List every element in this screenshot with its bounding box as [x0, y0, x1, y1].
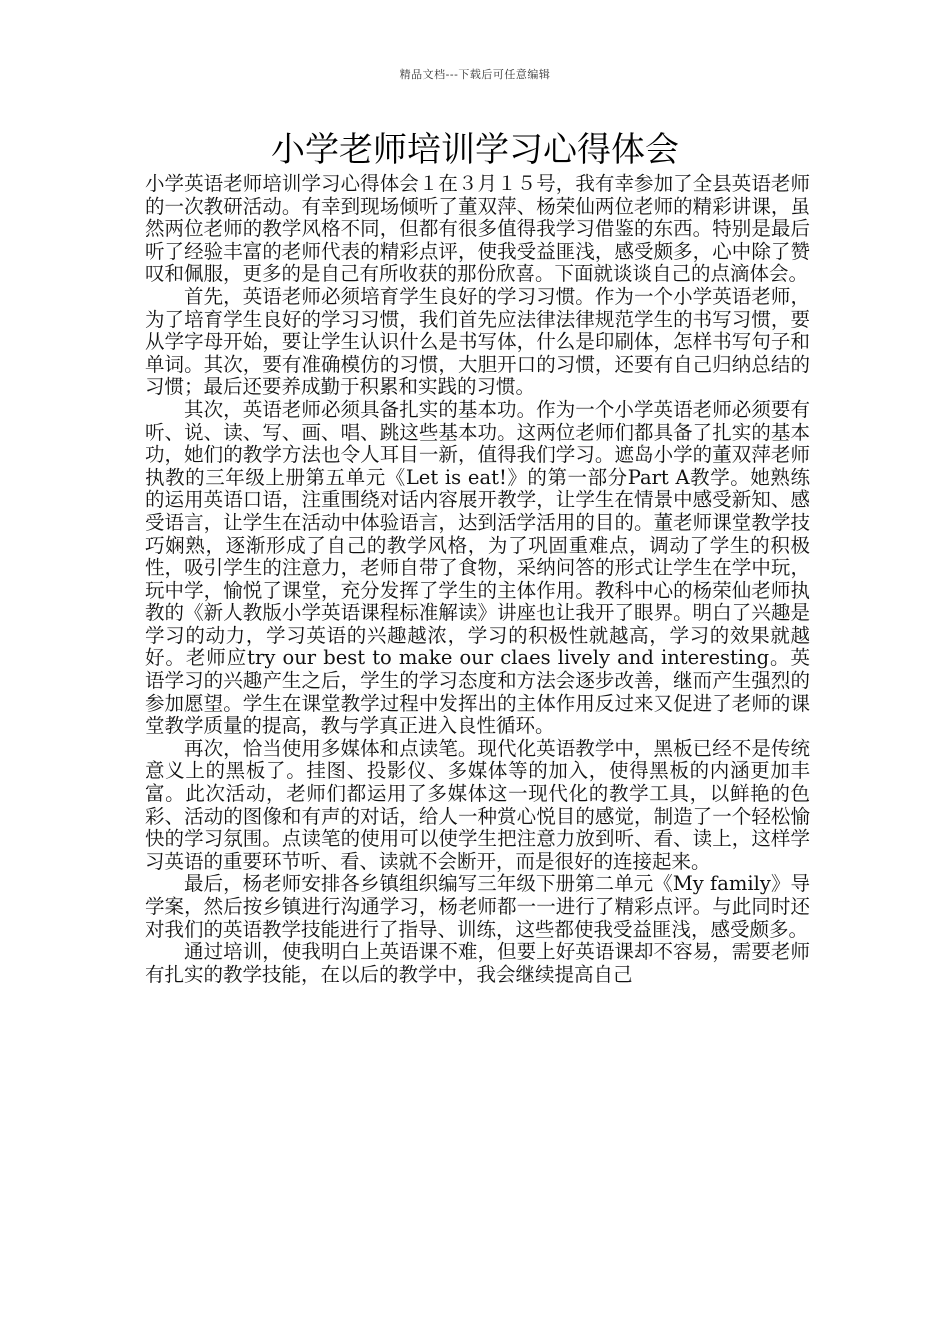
paragraph-study-habits: 首先，英语老师必须培育学生良好的学习习惯。作为一个小学英语老师，为了培育学生良好的学习习惯，我们首先应法律法律规范学生的书写习惯，要从学字母开始，要让学生认识什么是书写体，什么是印刷体，怎样书写句子和单词。其次，要有准确模仿的习惯，大胆开口的习惯，还要有自己归纳总结的习惯；最后还要养成勤于积累和实践的习惯。: [145, 284, 810, 399]
document-title: 小学老师培训学习心得体会: [271, 130, 679, 170]
paragraph-multimedia: 再次，恰当使用多媒体和点读笔。现代化英语教学中，黑板已经不是传统意义上的黑板了。挂图、投影仪、多媒体等的加入，使得黑板的内涵更加丰富。此次活动，老师们都运用了多媒体这一现代化的教学工具，以鲜艳的色彩、活动的图像和有声的对话，给人一种赏心悦目的感觉，制造了一个轻松愉快的学习氛围。点读笔的使用可以使学生把注意力放到听、看、读上，这样学习英语的重要环节听、看、读就不会断开，而是很好的连接起来。: [145, 736, 810, 873]
document-body: [145, 173, 810, 986]
header-note: 精品文档---下载后可任意编辑: [399, 68, 551, 81]
paragraph-lesson-plans: 最后，杨老师安排各乡镇组织编写三年级下册第二单元《My family》导学案，然后按乡镇进行沟通学习，杨老师都一一进行了精彩点评。与此同时还对我们的英语教学技能进行了指导、训练，这些都使我受益匪浅，感受颇多。: [145, 872, 810, 941]
paragraph-intro: 小学英语老师培训学习心得体会１在３月１５号，我有幸参加了全县英语老师的一次教研活动。有幸到现场倾听了董双萍、杨荣仙两位老师的精彩讲课，虽然两位老师的教学风格不同，但都有很多值得我学习借鉴的东西。特别是最后听了经验丰富的老师代表的精彩点评，使我受益匪浅，感受颇多，心中除了赞叹和佩服，更多的是自己有所收获的那份欣喜。下面就谈谈自己的点滴体会。: [145, 172, 810, 286]
paragraph-basic-skills: 其次，英语老师必须具备扎实的基本功。作为一个小学英语老师必须要有听、说、读、写、画、唱、跳这些基本功。这两位老师们都具备了扎实的基本功，她们的教学方法也令人耳目一新，值得我们学习。遮岛小学的董双萍老师执教的三年级上册第五单元《Let is eat!》的第一部分Part A教学。她熟练的运用英语口语，注重围绕对话内容展开教学，让学生在情景中感受新知、感受语言，让学生在活动中体验语言，达到活学活用的目的。董老师课堂教学技巧娴熟，逐渐形成了自己的教学风格，为了巩固重难点，调动了学生的积极性，吸引学生的注意力，老师自带了食物，采纳问答的形式让学生在学中玩，玩中学，愉悦了课堂，充分发挥了学生的主体作用。教科中心的杨荣仙老师执教的《新人教版小学英语课程标准解读》讲座也让我开了眼界。明白了兴趣是学习的动力，学习英语的兴趣越浓，学习的积极性就越高，学习的效果就越好。老师应try our best to make our claes lively and interesting。英语学习的兴趣产生之后，学生的学习态度和方法会逐步改善，继而产生强烈的参加愿望。学生在课堂教学过程中发挥出的主体作用反过来又促进了老师的课堂教学质量的提高，教与学真正进入良性循环。: [145, 397, 810, 738]
paragraph-conclusion: 通过培训，使我明白上英语课不难，但要上好英语课却不容易，需要老师有扎实的教学技能，在以后的教学中，我会继续提高自己: [145, 940, 810, 986]
